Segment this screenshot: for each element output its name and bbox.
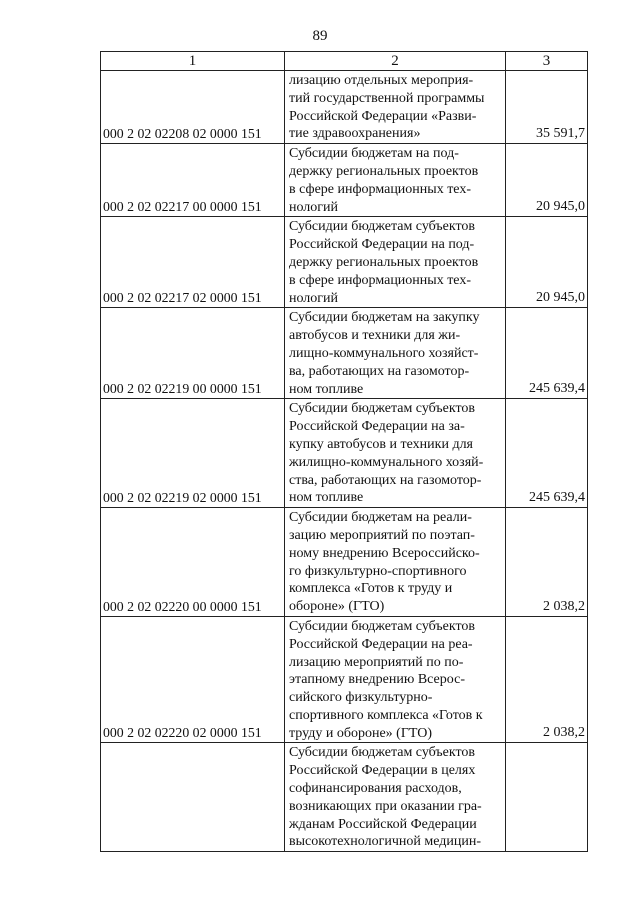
revenue-name <box>285 508 506 617</box>
column-header-code: 1 <box>101 52 285 71</box>
amount: 20 945,0 <box>506 144 588 217</box>
classification-code: 000 2 02 02219 02 0000 151 <box>101 399 285 508</box>
revenue-name-line: ному внедрению Всероссийско- <box>289 545 480 561</box>
revenue-name-line: ства, работающих на газомотор- <box>289 472 482 488</box>
classification-code: 000 2 02 02219 00 0000 151 <box>101 308 285 399</box>
revenue-name-line: держку региональных проектов <box>289 254 479 270</box>
revenue-name-line: нологий <box>289 290 339 306</box>
revenue-name-line: Субсидии бюджетам на реали- <box>289 510 472 526</box>
revenue-name-line: го физкультурно-спортивного <box>289 563 467 579</box>
classification-code: 000 2 02 02220 02 0000 151 <box>101 616 285 743</box>
classification-code: 000 2 02 02217 02 0000 151 <box>101 217 285 308</box>
revenue-name <box>285 399 506 508</box>
revenue-name-line: софинансирования расходов, <box>289 781 462 797</box>
revenue-name-line: высокотехнологичной медицин- <box>289 834 481 850</box>
revenue-name-line: жданам Российской Федерации <box>289 816 477 832</box>
revenue-name-line: лищно-коммунального хозяйст- <box>289 345 479 361</box>
revenue-name-line: Российской Федерации на под- <box>289 237 475 253</box>
revenue-name-line: тие здравоохранения» <box>289 126 421 142</box>
amount: 245 639,4 <box>506 399 588 508</box>
classification-code: 000 2 02 02208 02 0000 151 <box>101 71 285 144</box>
revenue-name-line: ном топливе <box>289 381 364 397</box>
page-number: 89 <box>312 28 328 44</box>
revenue-name-line: жилищно-коммунального хозяй- <box>289 454 484 470</box>
revenue-name-line: держку региональных проектов <box>289 163 479 179</box>
revenue-name-line: Субсидии бюджетам субъектов <box>289 745 476 761</box>
revenue-name-line: Субсидии бюджетам на закупку <box>289 310 480 326</box>
revenue-name-line: в сфере информационных тех- <box>289 181 471 197</box>
budget-table <box>100 51 588 852</box>
revenue-name-line: автобусов и техники для жи- <box>289 328 461 344</box>
revenue-name <box>285 616 506 743</box>
amount: 35 591,7 <box>506 71 588 144</box>
revenue-name-line: купку автобусов и техники для <box>289 436 473 452</box>
table-header-row <box>101 52 588 71</box>
classification-code: 000 2 02 02220 00 0000 151 <box>101 508 285 617</box>
revenue-name <box>285 743 506 852</box>
table-body <box>101 71 588 852</box>
revenue-name-line: Российской Федерации в целях <box>289 763 476 779</box>
amount: 20 945,0 <box>506 217 588 308</box>
revenue-name-line: Субсидии бюджетам субъектов <box>289 219 476 235</box>
table-row <box>101 743 588 852</box>
revenue-name-line: возникающих при оказании гра- <box>289 798 482 814</box>
revenue-name-line: Субсидии бюджетам субъектов <box>289 401 476 417</box>
amount: 2 038,2 <box>506 508 588 617</box>
table-row <box>101 144 588 217</box>
table-row <box>101 71 588 144</box>
table-row <box>101 616 588 743</box>
revenue-name-line: сийского физкультурно- <box>289 690 433 706</box>
revenue-name-line: лизацию мероприятий по по- <box>289 654 464 670</box>
column-header-name: 2 <box>285 52 506 71</box>
classification-code: 000 2 02 02217 00 0000 151 <box>101 144 285 217</box>
revenue-name-line: этапному внедрению Всерос- <box>289 672 465 688</box>
revenue-name-line: обороне» (ГТО) <box>289 599 385 615</box>
revenue-name-line: Российской Федерации на за- <box>289 419 465 435</box>
revenue-name-line: Российской Федерации на реа- <box>289 636 473 652</box>
revenue-name-line: труду и обороне» (ГТО) <box>289 725 433 741</box>
revenue-name <box>285 144 506 217</box>
revenue-name <box>285 71 506 144</box>
revenue-name-line: нологий <box>289 199 339 215</box>
revenue-name <box>285 308 506 399</box>
amount: 245 639,4 <box>506 308 588 399</box>
revenue-name-line: Субсидии бюджетам субъектов <box>289 618 476 634</box>
column-header-amount: 3 <box>506 52 588 71</box>
table-row <box>101 217 588 308</box>
revenue-name-line: Российской Федерации «Разви- <box>289 108 477 124</box>
revenue-name-line: ва, работающих на газомотор- <box>289 363 470 379</box>
amount: 2 038,2 <box>506 616 588 743</box>
revenue-name-line: тий государственной программы <box>289 90 485 106</box>
revenue-name-line: лизацию отдельных мероприя- <box>289 73 474 88</box>
revenue-name <box>285 217 506 308</box>
revenue-name-line: зацию мероприятий по поэтап- <box>289 527 475 543</box>
revenue-name-line: ном топливе <box>289 490 364 506</box>
classification-code <box>101 743 285 852</box>
revenue-name-line: спортивного комплекса «Готов к <box>289 707 483 723</box>
amount <box>506 743 588 852</box>
revenue-name-line: комплекса «Готов к труду и <box>289 581 453 597</box>
table-row <box>101 308 588 399</box>
revenue-name-line: в сфере информационных тех- <box>289 272 471 288</box>
revenue-name-line: Субсидии бюджетам на под- <box>289 146 459 162</box>
table-row <box>101 508 588 617</box>
table-row <box>101 399 588 508</box>
